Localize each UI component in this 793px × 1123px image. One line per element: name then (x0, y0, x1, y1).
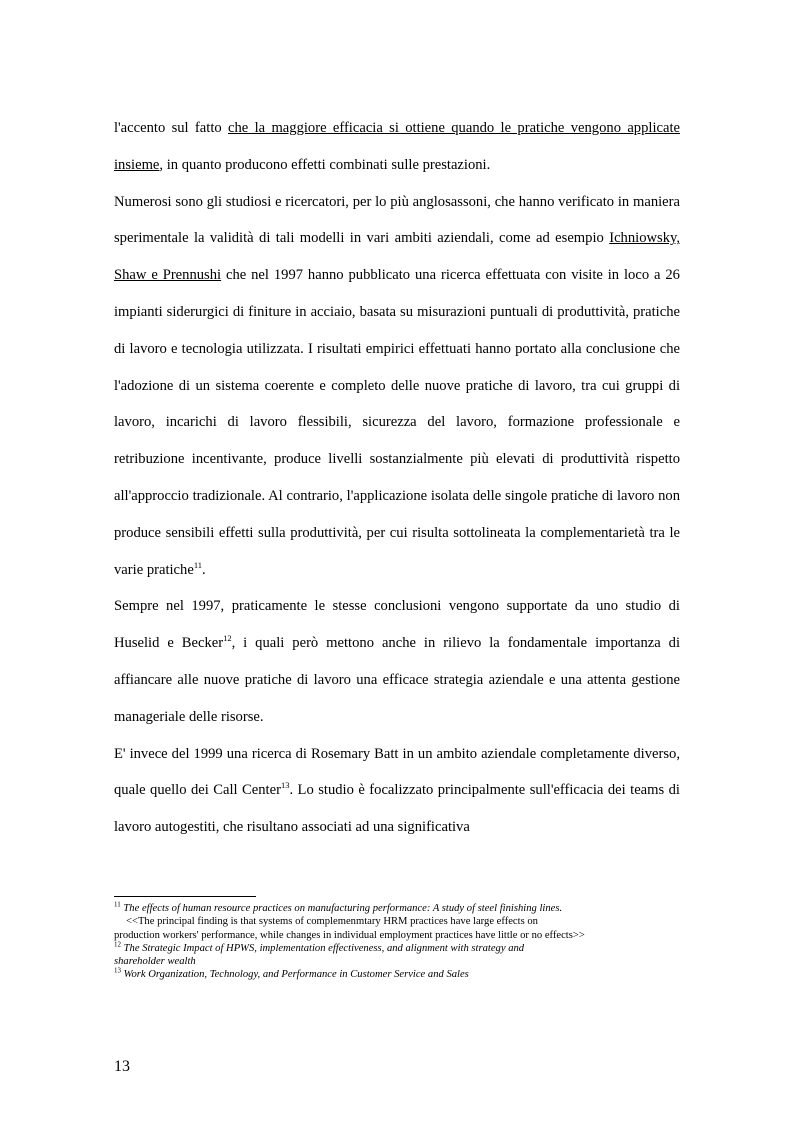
text-span: l'accento sul fatto (114, 120, 228, 136)
text-span: , in quanto producono effetti combinati sulle prestazioni. (159, 156, 491, 173)
text-span: E' invece del 1999 una ricerca di Rosemary Batt in un ambito aziendale completamente diverso, quale quello dei Call Center (114, 745, 680, 799)
footnote-ref-11: 11 (193, 559, 202, 570)
author-shaw-prennushi: Shaw e Prennushi (114, 267, 222, 284)
footnote-11 (114, 902, 694, 942)
paragraph-1 (114, 110, 680, 184)
footnote-number: 12 (114, 940, 121, 949)
text-span: che nel 1997 hanno pubblicato una ricerca effettuata con visite in loco a 26 impianti siderurgici di finiture in acciaio, basata su misurazioni puntuali di produttività, pratiche di lavoro e tecnologia utilizzata. I risultati empirici effettuati hanno portato alla conclusione che l'adozione di un sistema coerente e completo delle nuove pratiche di lavoro, tra cui gruppi di lavoro, incarichi di lavoro flessibili, sicurezza del lavoro, formazione professionale e retribuzione incentivante, produce livelli sostanzialmente più elevati di produttività rispetto all'approccio tradizionale. Al contrario, l'applicazione isolata delle singole pratiche di lavoro non produce sensibili effetti sulla produttività, per cui risulta sottolineata la complementarietà tra le varie pratiche (114, 267, 680, 578)
underlined-phrase: che la maggiore efficacia si ottiene quando le pratiche vengono applicate insieme (114, 120, 680, 173)
paragraph-4 (114, 736, 680, 846)
footnote-title: Work Organization, Technology, and Performance in Customer Service and Sales (123, 969, 469, 981)
paragraph-3 (114, 588, 680, 735)
text-span: , i quali però mettono anche in rilievo la fondamentale importanza di affiancare alle nuove pratiche di lavoro una efficace strategia aziendale e una attenta gestione manageriale delle risorse. (114, 635, 680, 725)
footnote-quote: <<The principal finding is that systems of complemenmtary HRM practices have large effects on (126, 916, 538, 928)
footnote-separator (114, 896, 256, 897)
footnote-13 (114, 968, 694, 981)
footnote-ref-13: 13 (280, 780, 290, 791)
footnote-ref-12: 12 (223, 633, 232, 644)
text-span: Sempre nel 1997, praticamente le stesse conclusioni vengono supportate da uno studio di Huselid e Becker (114, 598, 680, 652)
paragraph-2 (114, 184, 680, 589)
footnote-number: 11 (114, 900, 121, 909)
footnote-title: The effects of human resource practices on manufacturing performance: A study of steel finishing lines. (123, 903, 563, 914)
footnotes (114, 902, 694, 982)
text-span: Numerosi sono gli studiosi e ricercatori, per lo più anglosassoni, che hanno verificato in maniera sperimentale la validità di tali modelli in vari ambiti aziendali, come ad esempio (114, 193, 680, 247)
footnote-title: The Strategic Impact of HPWS, implementation effectiveness, and alignment with strategy and (123, 942, 525, 954)
page-number: 13 (114, 1058, 130, 1075)
text-span: . (202, 561, 206, 578)
body-text (114, 110, 680, 846)
footnote-title-continued: shareholder wealth (114, 956, 196, 968)
text-span: . Lo studio è focalizzato principalmente sull'efficacia dei teams di lavoro autogestiti, che risultano associati ad una significativa (114, 782, 680, 836)
footnote-number: 13 (114, 966, 121, 975)
footnote-quote-continued: production workers' performance, while changes in individual employment practices have little or no effects>> (114, 929, 585, 941)
footnote-12 (114, 942, 694, 969)
author-ichniowsky: Ichniowsky, (609, 230, 680, 247)
